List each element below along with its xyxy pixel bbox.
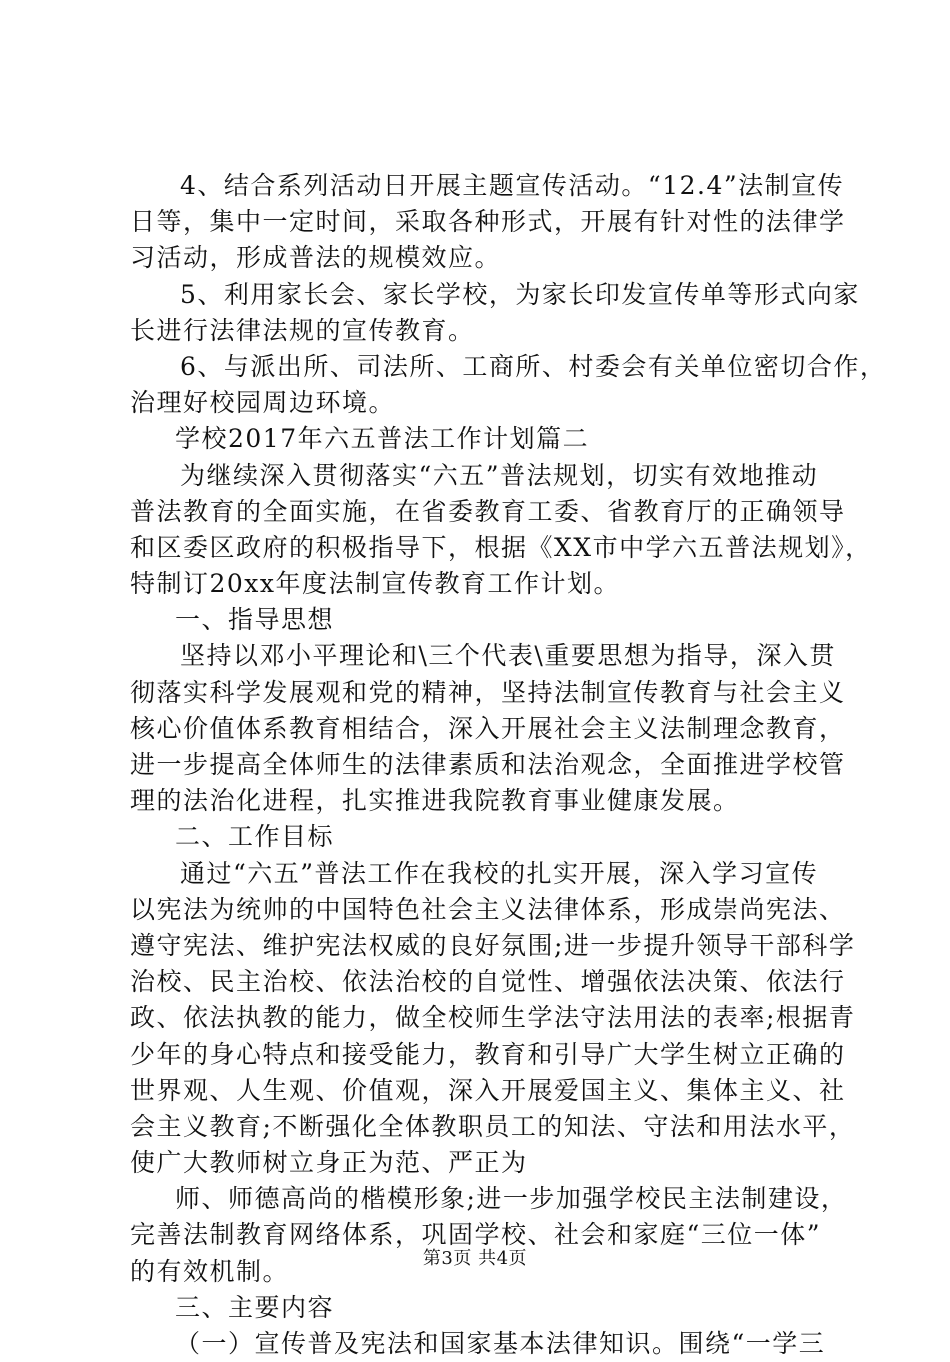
text-line: 彻落实科学发展观和党的精神，坚持法制宣传教育与社会主义 <box>130 677 846 707</box>
text-line: 5、利用家长会、家长学校，为家长印发宣传单等形式向家 <box>180 279 860 309</box>
text-line: 坚持以邓小平理论和\三个代表\重要思想为指导，深入贯 <box>180 641 836 671</box>
text-line: 治理好校园周边环境。 <box>130 388 396 418</box>
text-line: 习活动，形成普法的规模效应。 <box>130 243 502 273</box>
text-line: 通过“六五”普法工作在我校的扎实开展，深入学习宣传 <box>180 858 819 888</box>
text-line: 6、与派出所、司法所、工商所、村委会有关单位密切合作， <box>180 351 887 381</box>
text-line: 少年的身心特点和接受能力，教育和引导广大学生树立正确的 <box>130 1039 846 1069</box>
text-line: 核心价值体系教育相结合，深入开展社会主义法制理念教育， <box>130 713 846 743</box>
text-line: 和区委区政府的积极指导下，根据《XX市中学六五普法规划》， <box>130 532 872 562</box>
text-line: 特制订20xx年度法制宣传教育工作计划。 <box>130 569 621 599</box>
section-heading: 一、指导思想 <box>175 605 335 635</box>
text-line: 长进行法律法规的宣传教育。 <box>130 315 475 345</box>
text-line: 进一步提高全体师生的法律素质和法治观念，全面推进学校管 <box>130 750 846 779</box>
text-line: 的有效机制。 <box>130 1256 290 1286</box>
text-line: 理的法治化进程，扎实推进我院教育事业健康发展。 <box>130 786 740 816</box>
document-body <box>130 168 887 1362</box>
text-line: 完善法制教育网络体系，巩固学校、社会和家庭“三位一体” <box>130 1220 822 1250</box>
text-line: 为继续深入贯彻落实“六五”普法规划，切实有效地推动 <box>180 460 819 490</box>
page-number-footer: 第3页 共4页 <box>422 1248 528 1269</box>
text-line: 遵守宪法、维护宪法权威的良好氛围;进一步提升领导干部科学 <box>130 930 856 960</box>
section-heading: 二、工作目标 <box>175 822 335 852</box>
section-heading: 三、主要内容 <box>175 1292 335 1322</box>
text-line: 以宪法为统帅的中国特色社会主义法律体系，形成崇尚宪法、 <box>130 894 846 924</box>
text-line: 政、依法执教的能力，做全校师生学法守法用法的表率;根据青 <box>130 1003 856 1033</box>
text-line: 使广大教师树立身正为范、严正为 <box>130 1148 528 1178</box>
text-line: 普法教育的全面实施，在省委教育工委、省教育厅的正确领导 <box>130 496 846 526</box>
text-line: 4、结合系列活动日开展主题宣传活动。“12.4”法制宣传 <box>180 171 845 200</box>
text-line: 治校、民主治校、依法治校的自觉性、增强依法决策、依法行 <box>130 967 846 997</box>
text-line: 世界观、人生观、价值观，深入开展爱国主义、集体主义、社 <box>130 1075 846 1105</box>
text-line: 师、师德高尚的楷模形象;进一步加强学校民主法制建设， <box>175 1184 848 1214</box>
text-line: 日等，集中一定时间，采取各种形式，开展有针对性的法律学 <box>130 207 846 237</box>
text-line: （一）宣传普及宪法和国家基本法律知识。围绕“一学三 <box>175 1329 826 1358</box>
section-heading: 学校2017年六五普法工作计划篇二 <box>175 424 590 454</box>
text-line: 会主义教育;不断强化全体教职员工的知法、守法和用法水平， <box>130 1111 856 1141</box>
